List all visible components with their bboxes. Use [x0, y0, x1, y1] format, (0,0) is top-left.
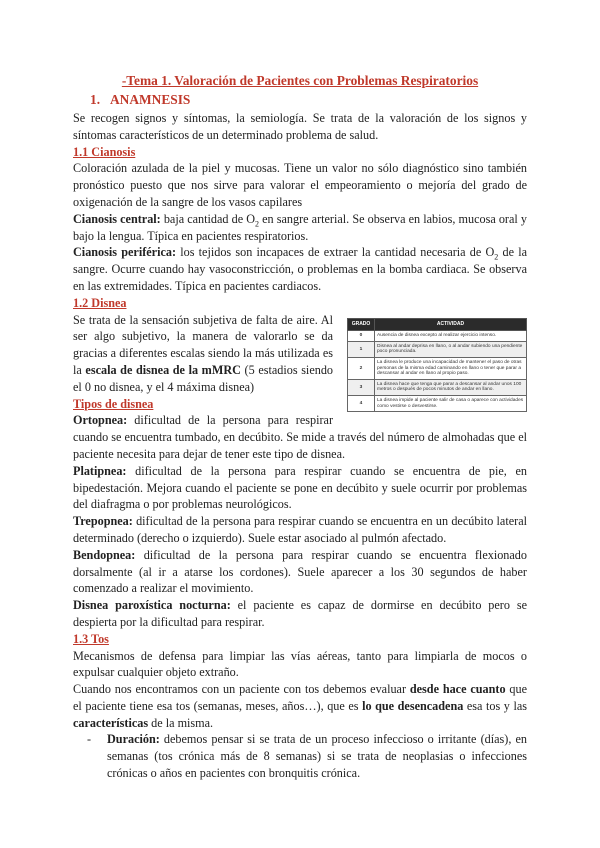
mmrc-table-figure: [347, 318, 527, 413]
ortopnea-paragraph: [73, 412, 527, 462]
cianosis-periferica-text-a: los tejidos son incapaces de extraer la cantidad necesaria de O: [176, 245, 495, 260]
cianosis-central-text-a: baja cantidad de O: [160, 211, 256, 226]
tos-bold-3: características: [73, 715, 149, 730]
tos-bold-2: lo que desencadena: [362, 698, 464, 713]
subsection-heading-disnea: 1.2 Disnea: [73, 295, 127, 310]
trepopnea-label: Trepopnea:: [73, 514, 133, 529]
page-title: -Tema 1. Valoración de Pacientes con Problemas Respiratorios: [121, 73, 479, 88]
tos-paragraph-1: Mecanismos de defensa para limpiar las vías aéreas, tanto para limpiarla de mocos o expulsar cualquier objeto extraño.: [73, 648, 527, 680]
tos-text-b: que el paciente tiene esa tos (semanas, meses, años…), que es: [73, 682, 527, 713]
mmrc-header-grado: GRADO: [348, 318, 375, 331]
platipnea-paragraph: [73, 463, 527, 513]
ortopnea-label: Ortopnea:: [73, 413, 128, 428]
grado-cell: 2: [348, 357, 375, 379]
actividad-cell: Disnea al andar deprisa en llano, o al andar subiendo una pendiente poco pronunciada.: [375, 341, 527, 357]
disnea-paroxistica-label: Disnea paroxística nocturna:: [73, 598, 231, 613]
cianosis-periferica-text-b: de la sangre. Ocurre cuando hay vasoconstricción, o problemas en la bomba cardiaca. Se observa en las extremidades. Típica en pacientes cardiacos.: [73, 245, 527, 293]
mmrc-header-actividad: ACTIVIDAD: [375, 318, 527, 331]
actividad-cell: La disnea impide al paciente salir de casa o aparece con actividades como vestirse o desvestirse.: [375, 395, 527, 411]
grado-cell: 4: [348, 395, 375, 411]
cianosis-central-text-b: en sangre arterial. Se observa en labios, mucosa oral y bajo la lengua. Típica en pacientes respiratorios.: [73, 211, 527, 243]
platipnea-text: dificultad de la persona para respirar cuando se encuentra de pie, en bipedestación. Mejora cuando el paciente se pone en decúbito y suele ocurrir por problemas del diafragma o por problemas neurológicos.: [73, 463, 527, 512]
grado-cell: 1: [348, 341, 375, 357]
disnea-intro-text-b: (5 estadios siendo el 0 no disnea, y el 4 máxima disnea): [73, 362, 334, 394]
tos-text-d: de la misma.: [148, 715, 214, 730]
cianosis-periferica-label: Cianosis periférica:: [73, 245, 177, 260]
trepopnea-text: dificultad de la persona para respirar cuando se encuentra en un decúbito lateral determinado (derecho o izquierdo). Suele estar asociado al pulmón afectado.: [73, 514, 527, 545]
section-title: ANAMNESIS: [110, 92, 191, 107]
table-row: [348, 379, 527, 395]
table-row: [348, 395, 527, 411]
mmrc-table: [347, 318, 527, 413]
disnea-intro-text-a: Se trata de la sensación subjetiva de falta de aire. Al ser algo subjetivo, la manera de valorarlo se da gracias a diferentes escalas siendo la más utilizada es la: [73, 312, 333, 377]
disnea-paroxistica-paragraph: [73, 597, 527, 631]
actividad-cell: Ausencia de disnea excepto al realizar ejercicio intenso.: [375, 331, 527, 342]
disnea-scale-name: escala de disnea de la mMRC: [85, 362, 241, 377]
bendopnea-text: dificultad de la persona para respirar cuando se encuentra flexionado dorsalmente (al ir a atarse los cordones). Suele aparecer a los 30 segundos de haber comenzado a realizar el movimiento.: [73, 547, 527, 596]
o2-subscript: 2: [494, 252, 499, 262]
bullet-dash: -: [87, 732, 92, 747]
table-row: [348, 357, 527, 379]
tos-bold-1: desde hace cuanto: [409, 682, 506, 697]
cianosis-periferica-paragraph: [73, 244, 527, 294]
actividad-cell: La disnea le produce una incapacidad de mantener el paso de otras personas de la misma edad caminando en llano o tener que parar a descansar al andar en llano al propio paso.: [375, 357, 527, 379]
bendopnea-label: Bendopnea:: [73, 547, 136, 562]
actividad-cell: La disnea hace que tenga que parar a descansar al andar unos 100 metros o después de pocos minutos de andar en llano.: [375, 379, 527, 395]
grado-cell: 3: [348, 379, 375, 395]
section-number: 1.: [90, 92, 101, 107]
disnea-paroxistica-text: el paciente es capaz de dormirse en decúbito pero se despierta por la dificultad para respirar.: [73, 598, 527, 629]
tos-text-c: esa tos y las: [463, 698, 527, 713]
cianosis-paragraph: Coloración azulada de la piel y mucosas. Tiene un valor no sólo diagnóstico sino también pronóstico puesto que nos sirve para valorar el empeoramiento o mejoría del grado de oxigenación de la sangre de los vasos capilares: [73, 161, 527, 209]
tos-text-a: Cuando nos encontramos con un paciente con tos debemos evaluar: [73, 682, 410, 697]
cianosis-central-label: Cianosis central:: [73, 211, 161, 226]
cianosis-central-paragraph: [73, 211, 527, 245]
document-content: [73, 72, 527, 782]
table-row: [348, 331, 527, 342]
table-row: [348, 341, 527, 357]
ortopnea-text: dificultad de la persona para respirar cuando se encuentra tumbado, en decúbito. Se mide a través del número de almohadas que el paciente necesita para dejar de tener este tipo de disnea.: [73, 413, 527, 461]
subsection-heading-cianosis: 1.1 Cianosis: [73, 144, 136, 159]
trepopnea-paragraph: [73, 513, 527, 547]
tipos-disnea-heading: Tipos de disnea: [73, 396, 154, 411]
duracion-label: Duración:: [107, 732, 160, 747]
platipnea-label: Platipnea:: [73, 463, 127, 478]
grado-cell: 0: [348, 331, 375, 342]
duracion-text: debemos pensar si se trata de un proceso infeccioso o irritante (días), en semanas (tos crónica más de 8 semanas) si se trata de neoplasias o infecciones crónicas o años en pacientes con bronquitis crónica.: [107, 732, 527, 781]
tos-paragraph-2: [73, 681, 527, 731]
list-item-duracion: [73, 731, 527, 781]
subsection-heading-tos: 1.3 Tos: [73, 631, 109, 646]
anamnesis-intro: Se recogen signos y síntomas, la semiología. Se trata de la valoración de los signos y síntomas característicos de un determinado problema de salud.: [73, 111, 527, 142]
o2-subscript: 2: [255, 219, 260, 229]
section-heading-anamnesis: [73, 91, 527, 109]
disnea-block: [73, 312, 527, 514]
bendopnea-paragraph: [73, 547, 527, 597]
